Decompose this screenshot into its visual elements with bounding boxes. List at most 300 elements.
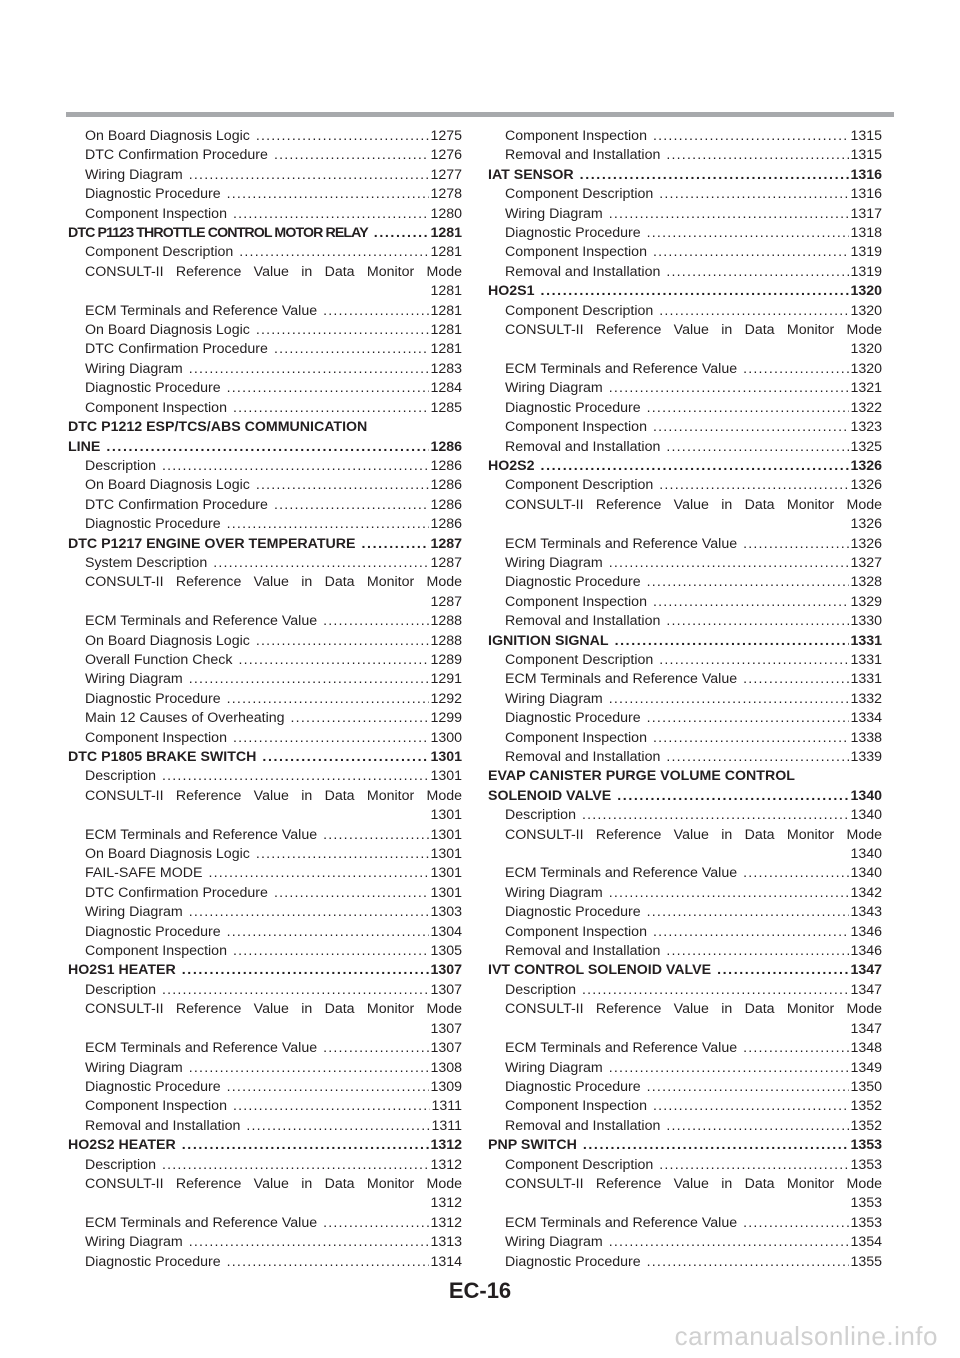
toc-entry[interactable] (488, 399, 882, 418)
toc-entry[interactable] (68, 457, 462, 476)
toc-page-number: 1307 (430, 1020, 462, 1037)
dot-leader (653, 127, 849, 146)
toc-page-number: 1322 (850, 399, 882, 416)
toc-entry-title: CONSULT-II Reference Value in Data Monitor Mode (505, 322, 882, 339)
toc-entry-title: Removal and Installation (505, 613, 661, 630)
dot-leader (227, 185, 430, 204)
toc-page-number: 1353 (850, 1156, 882, 1173)
toc-entry-title: Component Description (505, 651, 654, 668)
toc-page-number: 1301 (430, 846, 462, 863)
dot-leader (609, 554, 850, 573)
toc-section-heading[interactable] (488, 1136, 882, 1155)
toc-entry[interactable] (488, 573, 882, 592)
toc-page-number: 1283 (430, 360, 462, 377)
dot-leader (274, 146, 430, 165)
toc-entry[interactable] (488, 205, 882, 224)
toc-section-heading[interactable] (488, 632, 882, 651)
toc-entry[interactable] (488, 263, 882, 282)
toc-row (505, 438, 882, 457)
toc-entry-title: Component Inspection (505, 419, 647, 436)
dot-leader (246, 1117, 430, 1136)
toc-entry[interactable] (68, 360, 462, 379)
toc-page-number: 1342 (850, 884, 882, 901)
toc-section-heading[interactable] (68, 748, 462, 767)
toc-row (68, 748, 462, 767)
toc-row (505, 554, 882, 573)
toc-row (85, 476, 462, 495)
toc-entry[interactable] (68, 1233, 462, 1252)
toc-page-number: 1331 (850, 651, 882, 668)
toc-entry-title: IAT SENSOR (488, 166, 574, 183)
toc-entry-title: IVT CONTROL SOLENOID VALVE (488, 962, 712, 979)
toc-row (85, 1156, 462, 1175)
toc-row (505, 399, 882, 418)
dot-leader (256, 321, 430, 340)
dot-leader (582, 981, 849, 1000)
toc-entry-title: Component Inspection (505, 128, 647, 144)
toc-entry[interactable] (68, 554, 462, 573)
toc-entry[interactable] (68, 399, 462, 418)
dot-leader (262, 748, 429, 767)
toc-entry[interactable] (68, 476, 462, 495)
toc-section-heading[interactable] (68, 1136, 462, 1155)
toc-entry-title: ECM Terminals and Reference Value (85, 613, 318, 630)
toc-row (85, 166, 462, 185)
toc-entry[interactable] (68, 942, 462, 961)
toc-entry[interactable] (488, 476, 882, 495)
toc-row (488, 787, 882, 806)
toc-entry[interactable] (488, 884, 882, 903)
toc-entry[interactable] (488, 1097, 882, 1116)
toc-entry[interactable] (68, 185, 462, 204)
toc-entry-title: DTC Confirmation Procedure (85, 884, 268, 901)
dot-leader (615, 632, 850, 651)
toc-entry-title: FAIL-SAFE MODE (85, 865, 203, 882)
toc-entry-title: IGNITION SIGNAL (488, 632, 609, 649)
dot-leader (189, 670, 430, 689)
toc-entry[interactable] (68, 826, 462, 845)
toc-page-number: 1309 (430, 1078, 462, 1095)
toc-entry[interactable] (68, 302, 462, 321)
dot-leader (274, 884, 430, 903)
toc-entry[interactable] (488, 1078, 882, 1097)
toc-entry-title: EVAP CANISTER PURGE VOLUME CONTROL (488, 768, 795, 785)
toc-entry-title: Component Inspection (85, 943, 227, 960)
toc-entry[interactable] (488, 1000, 882, 1039)
dot-leader (617, 787, 849, 806)
toc-page-number: 1320 (850, 341, 882, 358)
toc-page-number: 1329 (850, 593, 882, 610)
toc-entry-title: Wiring Diagram (85, 671, 183, 688)
toc-row (505, 379, 882, 398)
toc-entry[interactable] (488, 554, 882, 573)
toc-section-heading[interactable] (488, 282, 882, 301)
toc-entry[interactable] (488, 864, 882, 883)
toc-entry-title: Description (505, 807, 576, 824)
toc-row (85, 1039, 462, 1058)
toc-row (85, 1253, 462, 1272)
toc-entry[interactable] (488, 1059, 882, 1078)
toc-section-heading[interactable] (68, 535, 462, 554)
dot-leader (653, 593, 849, 612)
toc-entry[interactable] (488, 1117, 882, 1136)
toc-page-number: 1308 (430, 1059, 462, 1076)
toc-page-number: 1286 (430, 496, 462, 513)
dot-leader (743, 864, 849, 883)
toc-row (505, 205, 882, 224)
toc-entry[interactable] (488, 224, 882, 243)
toc-entry-title: Component Inspection (85, 205, 227, 222)
toc-row (85, 1214, 462, 1233)
toc-entry[interactable] (68, 1097, 462, 1116)
dot-leader (227, 515, 430, 534)
toc-entry[interactable] (68, 845, 462, 864)
toc-entry[interactable] (488, 243, 882, 262)
toc-section-heading[interactable] (68, 224, 462, 243)
toc-page-number: 1311 (431, 1117, 462, 1134)
toc-entry[interactable] (68, 243, 462, 262)
toc-page-number: 1300 (430, 729, 462, 746)
toc-page-number: 1281 (430, 283, 462, 300)
toc-page-number: 1287 (430, 593, 462, 610)
toc-entry[interactable] (68, 903, 462, 922)
toc-section-heading[interactable] (488, 961, 882, 980)
toc-entry[interactable] (488, 127, 882, 146)
toc-entry-title: ECM Terminals and Reference Value (505, 671, 738, 688)
toc-entry-title: Description (85, 768, 156, 785)
toc-entry[interactable] (68, 1117, 462, 1136)
toc-row (85, 884, 462, 903)
toc-page-number: 1299 (430, 710, 462, 727)
toc-entry[interactable] (488, 1233, 882, 1252)
dot-leader (647, 1253, 850, 1272)
dot-leader (647, 1078, 850, 1097)
toc-entry[interactable] (488, 593, 882, 612)
toc-entry[interactable] (68, 1059, 462, 1078)
toc-row (68, 535, 462, 554)
toc-entry-title: PNP SWITCH (488, 1137, 577, 1154)
dot-leader (647, 224, 850, 243)
toc-page-number: 1286 (430, 516, 462, 533)
toc-page-number: 1352 (850, 1117, 882, 1134)
toc-row (505, 806, 882, 825)
toc-section-heading[interactable] (68, 961, 462, 980)
toc-row (85, 302, 462, 321)
toc-row (85, 1097, 462, 1116)
toc-entry[interactable] (68, 632, 462, 651)
toc-row (505, 476, 882, 495)
toc-row (488, 632, 882, 651)
dot-leader (361, 535, 429, 554)
toc-entry[interactable] (68, 263, 462, 302)
toc-entry[interactable] (488, 826, 882, 865)
toc-entry[interactable] (488, 651, 882, 670)
toc-section-heading[interactable] (68, 418, 462, 457)
toc-entry-title: Diagnostic Procedure (85, 380, 221, 397)
dot-leader (189, 1059, 430, 1078)
dot-leader (609, 205, 850, 224)
toc-row (505, 146, 882, 165)
toc-row (505, 729, 882, 748)
toc-entry-title: Component Inspection (85, 1098, 227, 1115)
toc-page-number: 1347 (850, 981, 882, 998)
toc-row (505, 903, 882, 922)
toc-entry[interactable] (68, 166, 462, 185)
toc-entry[interactable] (488, 806, 882, 825)
toc-entry-title: HO2S1 (488, 283, 535, 300)
toc-entry[interactable] (68, 1156, 462, 1175)
toc-entry[interactable] (488, 923, 882, 942)
toc-page-number: 1319 (850, 263, 882, 280)
toc-page-number: 1327 (850, 554, 882, 571)
toc-entry[interactable] (488, 418, 882, 437)
toc-entry[interactable] (488, 321, 882, 360)
toc-entry[interactable] (68, 340, 462, 359)
toc-entry-title: HO2S2 (488, 457, 535, 474)
toc-entry[interactable] (68, 864, 462, 883)
toc-page-number: 1326 (850, 477, 882, 494)
dot-leader (659, 302, 849, 321)
toc-page-number: 1305 (430, 943, 462, 960)
toc-row (85, 243, 462, 262)
toc-page-number: 1291 (430, 671, 462, 688)
toc-page-number: 1315 (850, 128, 882, 144)
toc-entry-title: Description (85, 1156, 156, 1173)
toc-entry[interactable] (68, 1039, 462, 1058)
toc-page-number: 1348 (850, 1040, 882, 1057)
toc-page-number: 1319 (850, 244, 882, 261)
toc-entry[interactable] (68, 1253, 462, 1272)
toc-page-number: 1354 (850, 1234, 882, 1251)
toc-section-heading[interactable] (488, 457, 882, 476)
dot-leader (666, 942, 849, 961)
dot-leader (743, 1214, 849, 1233)
toc-row (68, 224, 462, 243)
toc-entry[interactable] (68, 146, 462, 165)
toc-entry[interactable] (488, 379, 882, 398)
toc-row (488, 166, 882, 185)
toc-row (488, 282, 882, 301)
toc-section-heading[interactable] (488, 767, 882, 806)
toc-page-number: 1313 (430, 1234, 462, 1251)
dot-leader (659, 185, 849, 204)
dot-leader (162, 1156, 429, 1175)
dot-leader (323, 1039, 429, 1058)
toc-entry[interactable] (488, 729, 882, 748)
dot-leader (256, 127, 430, 146)
toc-entry[interactable] (68, 651, 462, 670)
toc-page-number: 1284 (430, 380, 462, 397)
toc-row (68, 961, 462, 980)
toc-entry[interactable] (68, 1214, 462, 1233)
toc-entry[interactable] (488, 670, 882, 689)
toc-row (85, 903, 462, 922)
toc-row (505, 923, 882, 942)
dot-leader (227, 1253, 430, 1272)
toc-page-number: 1288 (430, 613, 462, 630)
toc-page-number: 1307 (430, 1040, 462, 1057)
toc-row (505, 1097, 882, 1116)
toc-row (505, 573, 882, 592)
dot-leader (256, 632, 430, 651)
dot-leader (609, 1059, 850, 1078)
dot-leader (743, 1039, 849, 1058)
toc-entry[interactable] (68, 515, 462, 534)
toc-row (85, 146, 462, 165)
toc-entry-title: DTC Confirmation Procedure (85, 341, 268, 358)
toc-entry[interactable] (488, 942, 882, 961)
toc-page-number: 1281 (430, 341, 462, 358)
toc-row (505, 748, 882, 767)
dot-leader (647, 399, 850, 418)
dot-leader (162, 981, 429, 1000)
toc-page-number: 1353 (850, 1214, 882, 1231)
toc-page-number: 1328 (850, 574, 882, 591)
dot-leader (743, 535, 849, 554)
toc-row (85, 360, 462, 379)
toc-entry[interactable] (68, 496, 462, 515)
toc-page-number: 1286 (430, 477, 462, 494)
toc-entry[interactable] (488, 1039, 882, 1058)
toc-entry[interactable] (68, 1078, 462, 1097)
toc-entry[interactable] (488, 185, 882, 204)
toc-page-number: 1330 (850, 613, 882, 630)
toc-row (505, 981, 882, 1000)
toc-entry-title: HO2S1 HEATER (68, 962, 176, 979)
dot-leader (213, 554, 429, 573)
toc-row (505, 612, 882, 631)
toc-row (85, 554, 462, 573)
dot-leader (666, 263, 849, 282)
toc-row (505, 360, 882, 379)
toc-section-heading[interactable] (488, 166, 882, 185)
toc-page-number: 1280 (430, 205, 462, 222)
toc-entry[interactable] (68, 709, 462, 728)
toc-entry[interactable] (488, 690, 882, 709)
toc-row (85, 1233, 462, 1252)
toc-entry[interactable] (68, 767, 462, 786)
toc-page-number: 1301 (430, 749, 462, 765)
toc-page-number: 1301 (430, 884, 462, 901)
toc-page-number: 1287 (430, 554, 462, 571)
toc-page-number: 1304 (430, 923, 462, 940)
dot-leader (666, 1117, 849, 1136)
toc-row (85, 690, 462, 709)
dot-leader (189, 903, 430, 922)
toc-page-number: 1292 (430, 690, 462, 707)
toc-row (505, 651, 882, 670)
toc-page-number: 1312 (430, 1156, 462, 1173)
dot-leader (182, 1136, 430, 1155)
toc-page-number: 1289 (430, 651, 462, 668)
toc-row (505, 243, 882, 262)
toc-entry[interactable] (488, 1253, 882, 1272)
toc-entry-title: Diagnostic Procedure (505, 710, 641, 727)
toc-entry[interactable] (68, 923, 462, 942)
toc-page-number: 1286 (430, 457, 462, 474)
page-number: EC-16 (448, 1278, 512, 1303)
toc-entry-title: Component Inspection (85, 729, 227, 746)
toc-row (85, 399, 462, 418)
toc-entry[interactable] (488, 1156, 882, 1175)
toc-entry[interactable] (488, 748, 882, 767)
toc-row (85, 651, 462, 670)
toc-page-number: 1353 (850, 1195, 882, 1212)
toc-entry[interactable] (488, 496, 882, 535)
dot-leader (653, 923, 849, 942)
toc-entry[interactable] (68, 670, 462, 689)
toc-entry[interactable] (68, 884, 462, 903)
toc-page-number: 1303 (430, 904, 462, 921)
toc-entry[interactable] (488, 535, 882, 554)
toc-entry-title: ECM Terminals and Reference Value (85, 302, 318, 319)
toc-row (488, 1136, 882, 1155)
toc-entry[interactable] (68, 1000, 462, 1039)
toc-entry[interactable] (488, 612, 882, 631)
toc-page-number: 1316 (850, 186, 882, 203)
toc-entry[interactable] (488, 438, 882, 457)
dot-leader (647, 903, 850, 922)
toc-entry[interactable] (68, 379, 462, 398)
toc-entry[interactable] (488, 903, 882, 922)
dot-leader (374, 224, 430, 243)
toc-page-number: 1301 (430, 865, 462, 882)
toc-entry[interactable] (488, 1214, 882, 1233)
toc-entry[interactable] (68, 127, 462, 146)
toc-entry[interactable] (68, 729, 462, 748)
toc-entry-title: Wiring Diagram (85, 904, 183, 921)
toc-entry[interactable] (488, 302, 882, 321)
toc-row (85, 845, 462, 864)
toc-page-number: 1281 (430, 302, 462, 319)
toc-entry[interactable] (488, 360, 882, 379)
toc-entry-title: Removal and Installation (85, 1117, 241, 1134)
dot-leader (653, 243, 849, 262)
toc-page-number: 1276 (430, 147, 462, 164)
toc-row (505, 418, 882, 437)
toc-entry-title: On Board Diagnosis Logic (85, 846, 250, 863)
toc-entry[interactable] (68, 573, 462, 612)
toc-entry-title: Description (85, 457, 156, 474)
toc-entry-title: Wiring Diagram (505, 690, 603, 707)
dot-leader (323, 1214, 429, 1233)
toc-entry[interactable] (68, 321, 462, 340)
toc-row (85, 767, 462, 786)
toc-entry-title: Diagnostic Procedure (505, 399, 641, 416)
dot-leader (659, 1156, 849, 1175)
toc-entry[interactable] (68, 981, 462, 1000)
toc-page-number: 1317 (850, 205, 882, 222)
toc-entry[interactable] (68, 787, 462, 826)
dot-leader (189, 360, 430, 379)
toc-entry[interactable] (68, 205, 462, 224)
toc-page-number: 1287 (430, 535, 462, 552)
toc-entry[interactable] (68, 612, 462, 631)
toc-entry[interactable] (488, 709, 882, 728)
dot-leader (647, 709, 850, 728)
toc-entry[interactable] (488, 1175, 882, 1214)
dot-leader (227, 690, 430, 709)
toc-entry-title: Wiring Diagram (505, 1234, 603, 1251)
toc-entry[interactable] (488, 146, 882, 165)
toc-page-number: 1346 (850, 943, 882, 960)
toc-row (85, 709, 462, 728)
toc-entry[interactable] (68, 1175, 462, 1214)
toc-entry[interactable] (488, 981, 882, 1000)
toc-entry[interactable] (68, 690, 462, 709)
toc-row (505, 535, 882, 554)
toc-page-number: 1347 (850, 1020, 882, 1037)
